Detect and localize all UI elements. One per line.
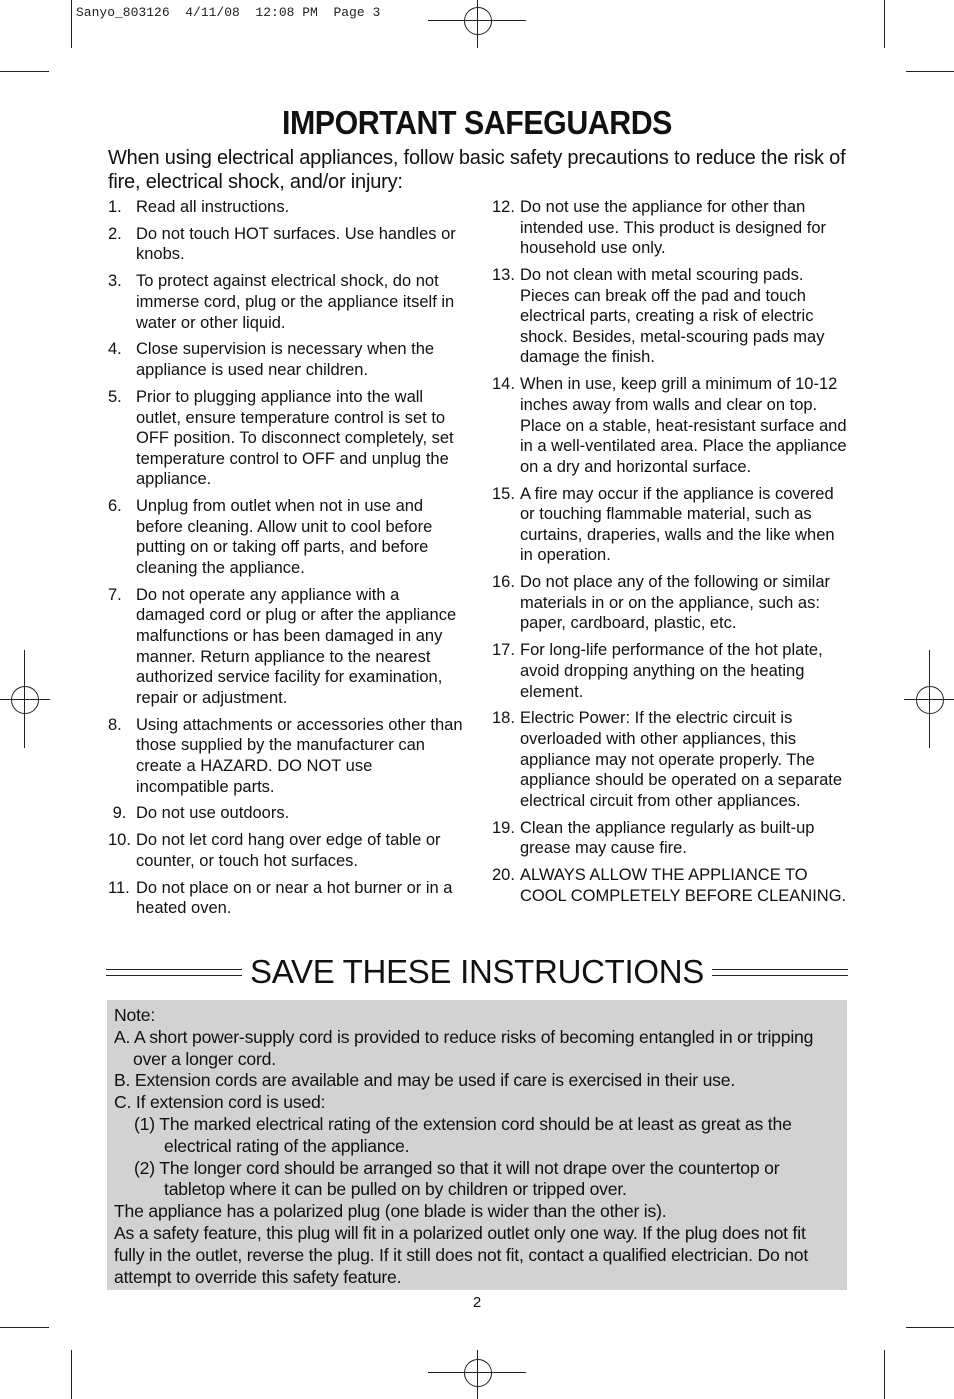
- safeguard-number: 18.: [492, 709, 515, 728]
- safeguard-item: [108, 339, 466, 380]
- safeguard-item: [492, 197, 850, 259]
- safeguard-number: 11.: [108, 878, 130, 897]
- safeguard-item: [108, 224, 466, 265]
- safeguard-item: [492, 708, 850, 811]
- save-instructions-text: SAVE THESE INSTRUCTIONS: [242, 953, 712, 990]
- safeguard-text: Using attachments or accessories other than those supplied by the manufacturer can create a HAZARD. DO NOT use incompatible parts.: [136, 715, 463, 796]
- safeguard-number: 5.: [108, 387, 122, 406]
- safeguard-number: 20.: [492, 866, 515, 885]
- safeguard-text: To protect against electrical shock, do not immerse cord, plug or the appliance itself in water or other liquid.: [136, 272, 455, 332]
- safeguard-number: 2.: [108, 224, 122, 243]
- safeguard-number: 19.: [492, 818, 515, 837]
- safeguard-number: 4.: [108, 340, 122, 359]
- safeguard-text: Electric Power: If the electric circuit is overloaded with other appliances, this appliance may not operate properly. The appliance should be operated on a separate electrical circuit from other appliances.: [520, 709, 842, 810]
- safeguard-item: [108, 830, 466, 871]
- safeguard-item: [108, 496, 466, 578]
- safeguard-number: 6.: [108, 497, 122, 516]
- safeguard-text: Do not clean with metal scouring pads. Pieces can break off the pad and touch electrical parts, creating a risk of electric shock. Besides, metal-scouring pads may damage the finish.: [520, 266, 825, 367]
- safeguard-item: [108, 387, 466, 490]
- safeguard-text: Do not place any of the following or similar materials in or on the appliance, such as: paper, cardboard, plastic, etc.: [520, 573, 830, 633]
- safeguard-number: 13.: [492, 266, 515, 285]
- page-title: IMPORTANT SAFEGUARDS: [282, 104, 672, 141]
- safeguard-item: [108, 715, 466, 797]
- safeguard-text: Do not place on or near a hot burner or in a heated oven.: [136, 878, 453, 918]
- note-polarized-plug: The appliance has a polarized plug (one blade is wider than the other is).: [114, 1201, 667, 1222]
- safeguards-list-right: [492, 197, 850, 913]
- safeguard-text: Do not operate any appliance with a damaged cord or plug or after the appliance malfunctions or has been damaged in any manner. Return appliance to the nearest authorized service facility for examination, repair or adjustment.: [136, 585, 457, 707]
- safeguards-list-left: [108, 197, 466, 925]
- safeguard-item: [108, 585, 466, 709]
- safeguard-item: [108, 878, 466, 919]
- note-item-c1: (1) The marked electrical rating of the extension cord should be at least as great as the electrical rating of the appliance.: [134, 1113, 792, 1156]
- safeguard-number: 15.: [492, 484, 515, 503]
- note-item-c: C. If extension cord is used:: [114, 1092, 326, 1113]
- safeguard-text: Clean the appliance regularly as built-up grease may cause fire.: [520, 818, 815, 858]
- safeguard-text: Read all instructions.: [136, 198, 290, 216]
- safeguard-number: 10.: [108, 831, 131, 850]
- print-slug: Sanyo_803126 4/11/08 12:08 PM Page 3: [76, 5, 381, 20]
- safeguard-item: [108, 271, 466, 333]
- safeguard-text: Close supervision is necessary when the appliance is used near children.: [136, 340, 435, 380]
- intro-text: When using electrical appliances, follow basic safety precautions to reduce the risk of fire, electrical shock, and/or injury:: [108, 147, 846, 193]
- save-instructions-heading: [106, 953, 848, 993]
- safeguard-number: 12.: [492, 198, 515, 216]
- safeguard-item: [492, 640, 850, 702]
- safeguard-item: [492, 265, 850, 368]
- safeguard-text: Do not use the appliance for other than intended use. This product is designed for household use only.: [520, 198, 827, 258]
- safeguard-text: Do not touch HOT surfaces. Use handles or knobs.: [136, 224, 456, 264]
- safeguard-text: Unplug from outlet when not in use and before cleaning. Allow unit to cool before putting on or taking off parts, and before cleaning the appliance.: [136, 497, 433, 577]
- safeguard-number: 14.: [492, 375, 515, 394]
- note-item-b: B. Extension cords are available and may be used if care is exercised in their use.: [114, 1070, 736, 1091]
- safeguard-item: [492, 374, 850, 477]
- safeguard-number: 7.: [108, 585, 122, 604]
- safeguard-number: 9.: [108, 804, 127, 823]
- safeguard-text: Do not let cord hang over edge of table or counter, or touch hot surfaces.: [136, 831, 441, 870]
- note-box: [107, 1000, 847, 1290]
- safeguard-text: When in use, keep grill a minimum of 10-12 inches away from walls and clear on top. Place on a stable, heat-resistant surface and in a well-ventilated area. Place the appliance on a dry and horizontal surface.: [520, 375, 847, 476]
- safeguard-item: [492, 818, 850, 859]
- note-label: Note:: [114, 1005, 156, 1025]
- safeguard-number: 1.: [108, 198, 122, 216]
- safeguard-text: For long-life performance of the hot plate, avoid dropping anything on the heating element.: [520, 641, 823, 701]
- safeguard-number: 8.: [108, 715, 122, 734]
- safeguard-item: [492, 572, 850, 634]
- safeguard-item: [492, 484, 850, 566]
- safeguard-text: Do not use outdoors.: [136, 804, 290, 823]
- safeguard-item: [108, 197, 466, 218]
- safeguard-number: 17.: [492, 641, 515, 660]
- safeguard-number: 16.: [492, 573, 515, 592]
- safeguard-item: [492, 865, 850, 906]
- safeguard-number: 3.: [108, 272, 122, 291]
- note-item-a: A. A short power-supply cord is provided to reduce risks of becoming entangled in or tripping over a longer cord.: [114, 1026, 814, 1069]
- safeguard-text: A fire may occur if the appliance is covered or touching flammable material, such as curtains, draperies, walls and the like when in operation.: [520, 484, 835, 565]
- safeguard-item: [108, 803, 466, 824]
- safeguard-text: ALWAYS ALLOW THE APPLIANCE TO COOL COMPLETELY BEFORE CLEANING.: [520, 866, 847, 905]
- safeguard-text: Prior to plugging appliance into the wall outlet, ensure temperature control is set to OFF position. To disconnect completely, set temperature control to OFF and unplug the appliance.: [136, 387, 454, 489]
- note-safety-feature: As a safety feature, this plug will fit in a polarized outlet only one way. If the plug does not fit fully in the outlet, reverse the plug. If it still does not fit, contact a qualified electrician. Do not attempt to override this safety feature.: [114, 1222, 809, 1287]
- page-number: 2: [472, 1294, 482, 1311]
- note-item-c2: (2) The longer cord should be arranged so that it will not drape over the countertop or tabletop where it can be pulled on by children or tripped over.: [134, 1157, 780, 1200]
